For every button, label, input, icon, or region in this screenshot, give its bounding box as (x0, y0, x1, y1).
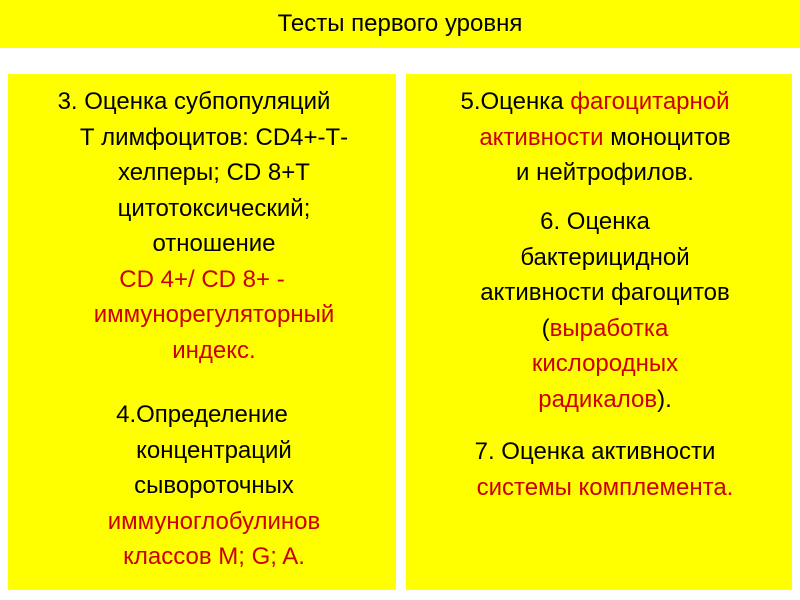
item-3-line-2: Т лимфоцитов: CD4+-Т- (79, 123, 349, 151)
item-6-oxygen-line: кислородных (531, 350, 679, 377)
item-6-bactericidal (406, 204, 792, 417)
item-6-line-4 (412, 311, 798, 347)
item-6-line-6 (412, 382, 798, 418)
item-5-line-2 (412, 120, 798, 156)
item-6-line-1: 6. Оценка (540, 208, 650, 235)
item-3-line-1: 3. Оценка субпопуляций (57, 88, 331, 115)
item-3-ratio-line: CD 4+/ CD 8+ - (119, 265, 285, 293)
item-5-line-3: и нейтрофилов. (516, 159, 694, 186)
item-6-close-paren: ). (657, 385, 672, 413)
item-5-phagocytic-word: фагоцитарной (570, 88, 730, 115)
left-panel (8, 74, 396, 590)
item-6-line-3: активности фагоцитов (480, 279, 730, 306)
item-6-line-2: бактерицидной (520, 243, 690, 271)
item-5-line-1 (402, 84, 788, 120)
item-3-immunoregulatory-line: иммунорегуляторный (93, 301, 335, 328)
item-4-classes-line: классов M; G; A. (123, 543, 305, 570)
item-4-line-2: концентраций (136, 436, 292, 464)
item-7-complement-line: системы комплемента. (476, 473, 734, 501)
right-panel (406, 74, 792, 590)
item-3-subpopulations (8, 84, 396, 368)
slide-title (0, 0, 800, 48)
item-3-line-3: хелперы; CD 8+Т (118, 159, 310, 186)
item-7-complement (406, 434, 792, 505)
item-5-line-1-prefix: 5.Оценка (460, 88, 571, 115)
slide-title-text: Тесты первого уровня (277, 10, 523, 37)
item-5-activity-word: активности (479, 123, 604, 151)
item-5-phagocytic (406, 84, 792, 191)
item-3-line-5: отношение (152, 230, 276, 257)
item-3-index-line: индекс. (172, 336, 256, 364)
item-6-open-paren: ( (541, 314, 550, 342)
item-4-line-1: 4.Определение (116, 401, 288, 428)
item-6-production-word: выработка (549, 314, 669, 342)
item-5-monocytes-word: моноцитов (603, 123, 731, 151)
item-6-radicals-word: радикалов (538, 385, 658, 413)
item-4-immunoglobulins (8, 397, 396, 575)
item-7-line-1: 7. Оценка активности (474, 438, 716, 465)
item-3-line-4: цитотоксический; (117, 194, 311, 222)
item-4-line-3: сывороточных (134, 472, 294, 499)
item-4-immunoglobulins-line: иммуноглобулинов (107, 507, 321, 535)
